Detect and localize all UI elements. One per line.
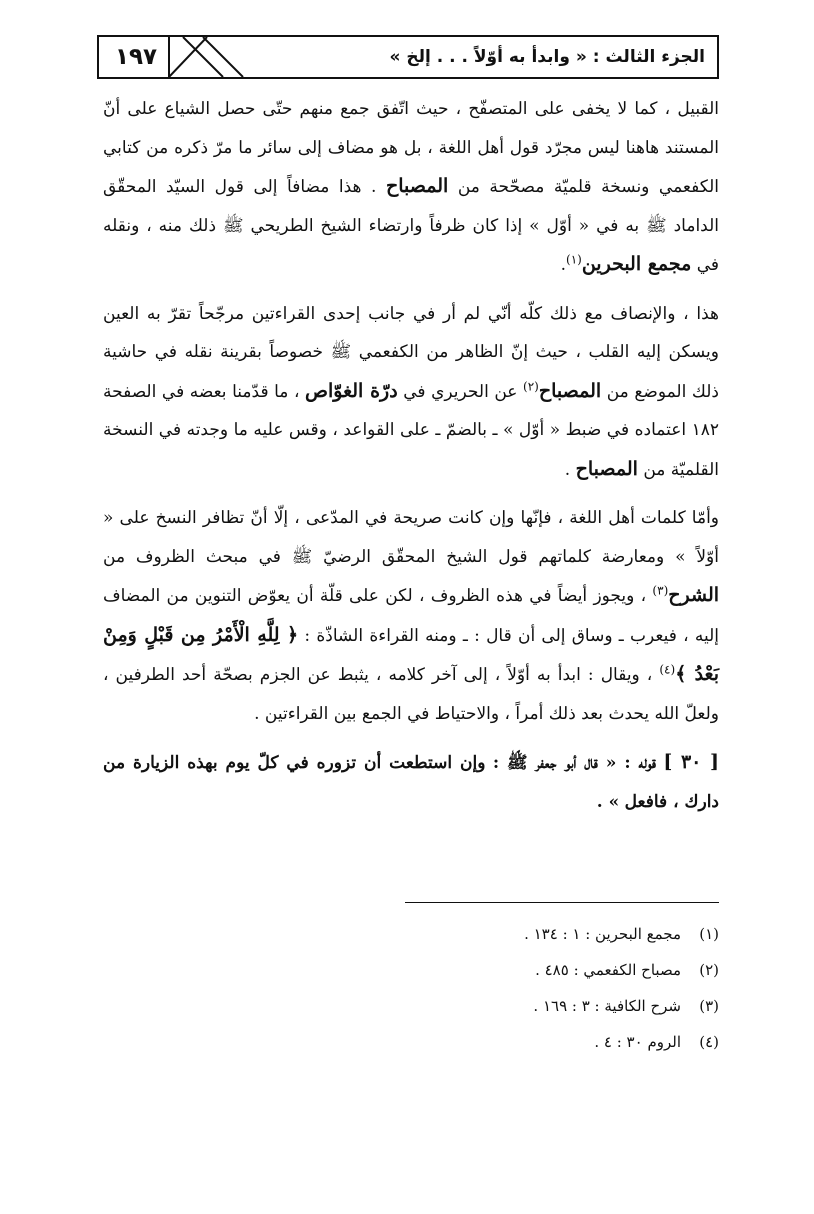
paragraph-2: [103, 295, 719, 490]
footnote-4: [300, 1024, 719, 1060]
footnote-text: مجمع البحرين : ١ : ١٣٤ .: [524, 925, 681, 943]
paragraph-text: قوله : « قال أبو جعفر ﷺ :: [492, 753, 656, 773]
footnote-number: (٤): [699, 1033, 719, 1051]
paragraph-text: .: [560, 255, 566, 275]
footnote-marker[interactable]: (٣): [652, 583, 669, 598]
page-header: [97, 35, 719, 79]
footnote-separator: [405, 902, 719, 903]
book-reference: المصباح: [575, 457, 638, 480]
section-number: [ ٣٠ ]: [663, 751, 720, 773]
paragraph-4: [103, 743, 719, 821]
book-reference: درّة الغوّاص: [305, 379, 398, 402]
paragraph-1: [103, 90, 719, 285]
paragraph-text: وأمّا كلمات أهل اللغة ، فإنّها وإن كانت صريحة في المدّعى ، إلّا أنّ تظافر النسخ على « أوّلاً » ومعارضة كلماتهم قول الشيخ المحقّق الرضيّ ﷺ في مبحث الظروف من: [103, 508, 719, 567]
footnote-marker[interactable]: (٤): [659, 662, 676, 677]
paragraph-text: هذا ، والإنصاف مع ذلك كلّه أنّي لم أر في جانب إحدى القراءتين مرجّحاً تقرّ به العين ويسكن إليه القلب ، حيث إنّ الظاهر من الكفعمي ﷺ خصوصاً بقرينة نقله في حاشية ذلك الموضع من: [103, 303, 719, 402]
paragraph-text: عن الحريري في: [403, 381, 518, 402]
paragraph-text: ، ما قدّمنا بعضه في الصفحة ١٨٢ اعتماده في ضبط « أوّل » ـ بالضمّ ـ على القواعد ، وقس عليه ما وجدته في النسخة القلميّة من: [103, 381, 719, 480]
footnote-number: (٣): [699, 997, 719, 1015]
paragraph-text: القبيل ، كما لا يخفى على المتصفّح ، حيث اتّفق جمع منهم حتّى حصل الشياع على أنّ المستند هاهنا ليس مجرّد قول أهل اللغة ، بل هو مضاف إلى سائر ما مرّ ذكره من كتابي الكفعمي ونسخة قلميّة مصحّحة من: [103, 99, 719, 197]
paragraph-text: . هذا مضافاً إلى قول السيّد المحقّق الداماد ﷺ به في « أوّل » إذا كان ظرفاً وارتضاء الشيخ الطريحي ﷺ ذلك منه ، ونقله في: [103, 177, 719, 275]
paragraph-text: .: [564, 459, 571, 480]
paragraph-text: » .: [596, 791, 620, 812]
footnote-marker[interactable]: (١): [566, 252, 582, 267]
footnote-text: الروم ٣٠ : ٤ .: [594, 1033, 681, 1051]
footnote-2: [300, 952, 719, 988]
footnotes: [300, 916, 719, 1060]
book-reference: المصباح: [538, 379, 602, 402]
book-reference: الشرح: [668, 584, 720, 606]
footnote-1: [300, 916, 719, 952]
footnote-marker[interactable]: (٢): [523, 378, 539, 393]
paragraph-text: ، ويقال : ابدأ به أوّلاً ، إلى آخر كلامه ، يثبط عن الجزم بصحّة أحد الطرفين ، ولعلّ الله يحدث بعد ذلك أمراً ، والاحتياط في الجمع بين القراءتين .: [103, 665, 719, 724]
paragraph-3: [103, 499, 719, 733]
paragraph-text: ، ويجوز أيضاً في هذه الظروف ، لكن على قلّة أن يعوّض التنوين من المضاف إليه ، فيعرب ـ وساق إلى أن قال : ـ ومنه القراءة الشاذّة :: [103, 586, 719, 646]
footnote-3: [300, 988, 719, 1024]
body-text: [103, 90, 719, 831]
quran-verse: ﴿ لِلَّهِ الْأَمْرُ مِن قَبْلٍ وَمِنْ بَعْدُ ﴾: [103, 623, 719, 685]
book-reference: مجمع البحرين: [581, 253, 692, 275]
footnote-text: شرح الكافية : ٣ : ١٦٩ .: [533, 997, 681, 1015]
footnote-number: (٢): [699, 961, 719, 979]
footnote-number: (١): [699, 925, 719, 943]
book-reference: المصباح: [385, 175, 449, 197]
footnote-text: مصباح الكفعمي : ٤٨٥ .: [535, 961, 681, 979]
page-number: ١٩٧: [114, 44, 158, 70]
quoted-hadith: وإن استطعت أن تزوره في كلّ يوم بهذه الزيارة من دارك ، فافعل: [103, 753, 719, 812]
running-title: الجزء الثالث : « وابدأ به أوّلاً . . . إلخ »: [389, 47, 705, 67]
